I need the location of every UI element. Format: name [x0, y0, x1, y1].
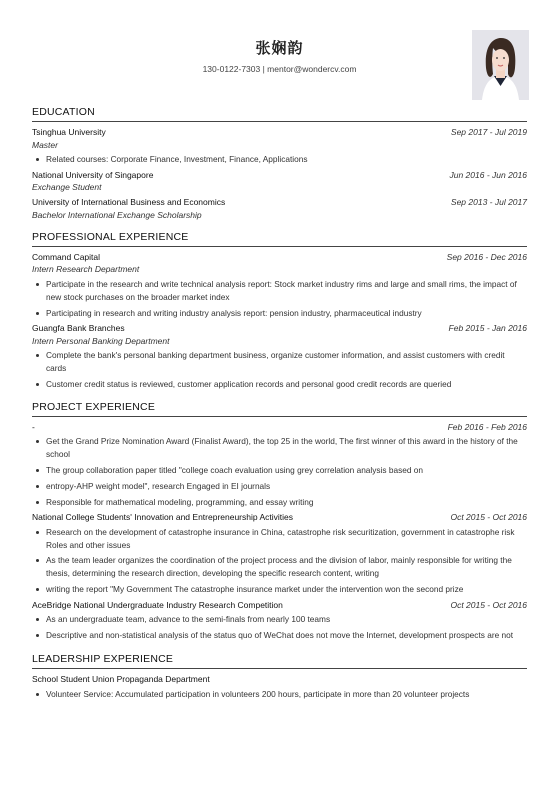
entry-subtitle: Master	[32, 139, 58, 150]
entry-subtitle: Exchange Student	[32, 182, 102, 193]
entry-org: AceBridge National Undergraduate Industry Research Competition	[32, 600, 283, 611]
project-entry	[32, 421, 527, 509]
entry-org: National College Students' Innovation and Entrepreneurship Activities	[32, 512, 294, 523]
section-title-project: PROJECT EXPERIENCE	[32, 400, 527, 417]
resume-header	[32, 0, 527, 100]
section-title-education: EDUCATION	[32, 105, 527, 122]
entry-subtitle: Intern Research Department	[32, 264, 140, 275]
entry-org: -	[32, 421, 35, 432]
contact-line: 130-0122-7303 | mentor@wondercv.com	[202, 64, 357, 74]
entry-date: Feb 2015 - Jan 2016	[448, 323, 527, 334]
section-title-professional: PROFESSIONAL EXPERIENCE	[32, 230, 527, 247]
bullet-list	[32, 278, 527, 320]
bullet-list	[32, 349, 527, 391]
bullet-list	[32, 153, 527, 166]
education-entry	[32, 169, 527, 194]
entry-org: Guangfa Bank Branches	[32, 323, 125, 334]
project-entry	[32, 599, 527, 642]
entry-date: Sep 2013 - Jul 2017	[450, 197, 527, 208]
bullet-item: Customer credit status is reviewed, customer application records and personal good credit records are queried	[32, 378, 527, 391]
entry-org: Command Capital	[32, 252, 101, 263]
bullet-item: As the team leader organizes the coordination of the project process and the division of labor, mainly responsible for writing the thesis, determining the research direction, developing the specific research content, writing	[32, 554, 527, 580]
bullet-item: Responsible for mathematical modeling, programming, and essay writing	[32, 496, 527, 509]
entry-date: Feb 2016 - Feb 2016	[447, 421, 527, 432]
entry-org: National University of Singapore	[32, 169, 154, 180]
professional-section	[32, 230, 527, 391]
entry-date: Oct 2015 - Oct 2016	[450, 600, 527, 611]
candidate-name: 张娴韵	[255, 40, 304, 57]
bullet-item: writing the report "My Government The catastrophe insurance market under the intervention won the second prize	[32, 583, 527, 596]
profile-photo	[472, 30, 529, 100]
bullet-item: Volunteer Service: Accumulated participation in volunteers 200 hours, participate in more than 20 volunteer projects	[32, 688, 527, 701]
bullet-item: Participate in the research and write technical analysis report: Stock market industry rims and large and small rims, the impact of new stock purchases on the broader market index	[32, 278, 527, 304]
bullet-list	[32, 526, 527, 596]
bullet-item: Complete the bank's personal banking department business, organize customer information, and assist customers with credit cards	[32, 349, 527, 375]
bullet-item: As an undergraduate team, advance to the semi-finals from nearly 100 teams	[32, 613, 527, 626]
bullet-list	[32, 613, 527, 642]
bullet-list	[32, 688, 527, 701]
entry-date: Jun 2016 - Jun 2016	[449, 169, 527, 180]
bullet-item: Get the Grand Prize Nomination Award (Finalist Award), the top 25 in the world, The first winner of this award in the history of the school	[32, 435, 527, 461]
bullet-item: entropy-AHP weight model", research Engaged in EI journals	[32, 480, 527, 493]
experience-entry	[32, 251, 527, 319]
entry-org: School Student Union Propaganda Department	[32, 674, 210, 685]
entry-org: University of International Business and Economics	[32, 197, 226, 208]
education-section	[32, 105, 527, 221]
experience-entry	[32, 322, 527, 390]
entry-subtitle: Bachelor International Exchange Scholarship	[32, 209, 202, 220]
bullet-item: Research on the development of catastrophe insurance in China, catastrophe risk securitization, government in catastrophe risk Roles and other issues	[32, 526, 527, 552]
entry-org: Tsinghua University	[32, 127, 106, 138]
education-entry	[32, 126, 527, 165]
leadership-section	[32, 652, 527, 700]
bullet-item: Participating in research and writing industry analysis report: pension industry, pharmaceutical industry	[32, 307, 527, 320]
entry-date: Sep 2016 - Dec 2016	[446, 252, 527, 263]
project-section	[32, 400, 527, 642]
entry-subtitle: Intern Personal Banking Department	[32, 335, 170, 346]
bullet-item: Related courses: Corporate Finance, Investment, Finance, Applications	[32, 153, 527, 166]
leadership-entry	[32, 673, 527, 700]
education-entry	[32, 196, 527, 221]
bullet-item: The group collaboration paper titled "college coach evaluation using grey correlation analysis based on	[32, 464, 527, 477]
entry-date: Oct 2015 - Oct 2016	[450, 512, 527, 523]
bullet-list	[32, 435, 527, 508]
bullet-item: Descriptive and non-statistical analysis of the status quo of WeChat does not move the Internet, development prospects are not	[32, 629, 527, 642]
project-entry	[32, 511, 527, 596]
section-title-leadership: LEADERSHIP EXPERIENCE	[32, 652, 527, 669]
entry-date: Sep 2017 - Jul 2019	[450, 127, 527, 138]
